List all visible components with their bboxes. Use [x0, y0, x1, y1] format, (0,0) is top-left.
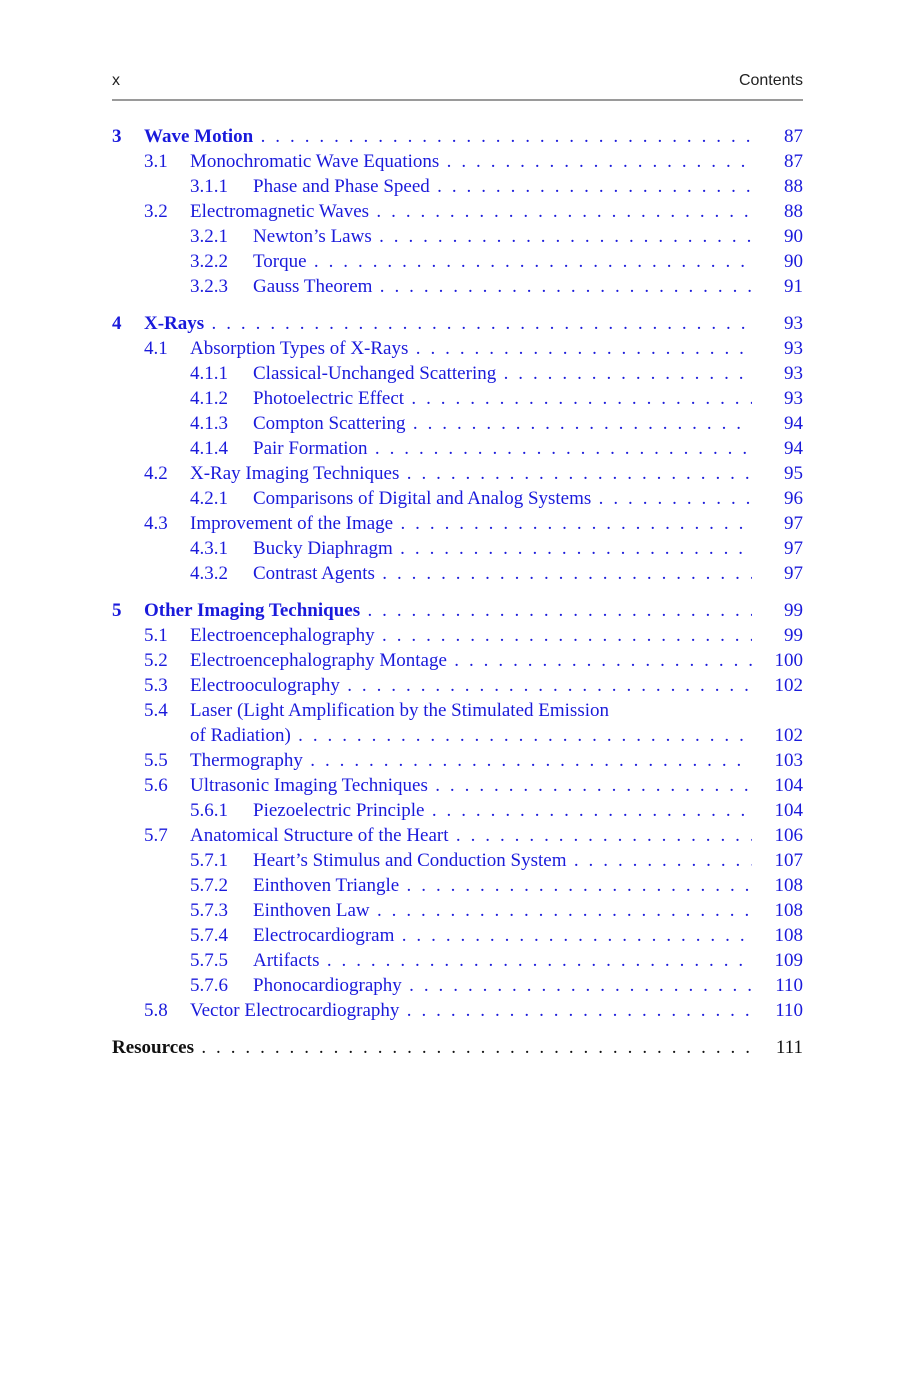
- toc-entry-page: 100: [774, 650, 803, 671]
- toc-entry-page: 97: [784, 538, 803, 559]
- toc-entry-title-leader: [253, 848, 752, 873]
- toc-entry-page: 91: [784, 276, 803, 297]
- toc-section-entry[interactable]: [0, 723, 916, 748]
- toc-entry-page: 95: [784, 463, 803, 484]
- toc-entry-title-leader: [253, 274, 752, 299]
- toc-section-entry[interactable]: [0, 361, 916, 386]
- toc-entry-title-leader: [190, 723, 752, 748]
- toc-entry-number: 3.2.1: [190, 226, 228, 247]
- toc-entry-number: 4.1.3: [190, 413, 228, 434]
- toc-entry-page: 99: [784, 625, 803, 646]
- toc-entry-page: 108: [774, 925, 803, 946]
- toc-entry-title-leader: [253, 923, 752, 948]
- toc-section-entry[interactable]: [0, 773, 916, 798]
- toc-entry-title-leader: [253, 798, 752, 823]
- toc-entry-number: 4: [112, 313, 122, 334]
- toc-entry-page: 107: [774, 850, 803, 871]
- toc-entry-number: 5.1: [144, 625, 168, 646]
- toc-entry-page: 108: [774, 875, 803, 896]
- toc-section-entry[interactable]: [0, 923, 916, 948]
- toc-section-entry[interactable]: [0, 848, 916, 873]
- toc-entry-number: 5.7.4: [190, 925, 228, 946]
- toc-entry-number: 3.1: [144, 151, 168, 172]
- toc-entry-title: of Radiation): [190, 725, 291, 746]
- toc-entry-number: 4.3.1: [190, 538, 228, 559]
- toc-entry-title-leader: [112, 1035, 752, 1060]
- toc-entry-number: 3: [112, 126, 122, 147]
- toc-entry-title-leader: [253, 386, 752, 411]
- toc-section-entry[interactable]: [0, 698, 916, 723]
- toc-entry-title: Pair Formation: [253, 438, 368, 459]
- toc-entry-title-leader: [253, 561, 752, 586]
- toc-section-entry[interactable]: [0, 648, 916, 673]
- toc-entry-title: Classical-Unchanged Scattering: [253, 363, 497, 384]
- toc-section-entry[interactable]: [0, 873, 916, 898]
- toc-entry-title: Absorption Types of X-Rays: [190, 338, 409, 359]
- toc-entry-page: 110: [775, 1000, 803, 1021]
- toc-entry-title: Monochromatic Wave Equations: [190, 151, 440, 172]
- toc-entry-title: Other Imaging Techniques: [144, 600, 361, 621]
- toc-entry-title: Heart’s Stimulus and Conduction System: [253, 850, 567, 871]
- toc-entry-title: Torque: [253, 251, 307, 272]
- toc-entry-number: 5.6.1: [190, 800, 228, 821]
- toc-entry-title: Gauss Theorem: [253, 276, 373, 297]
- toc-entry-title-leader: [190, 511, 752, 536]
- toc-entry-number: 4.3.2: [190, 563, 228, 584]
- toc-entry-title-leader: [190, 461, 752, 486]
- toc-backmatter-entry[interactable]: [0, 1035, 916, 1060]
- toc-entry-title: Ultrasonic Imaging Techniques: [190, 775, 428, 796]
- toc-entry-page: 87: [784, 151, 803, 172]
- toc-entry-number: 5.6: [144, 775, 168, 796]
- toc-entry-number: 4.1.1: [190, 363, 228, 384]
- toc-section-entry[interactable]: [0, 436, 916, 461]
- toc-section-entry[interactable]: [0, 386, 916, 411]
- toc-entry-title: Einthoven Law: [253, 900, 370, 921]
- toc-section-entry[interactable]: [0, 274, 916, 299]
- toc-entry-title: Electromagnetic Waves: [190, 201, 370, 222]
- toc-chapter-entry[interactable]: [0, 311, 916, 336]
- toc-entry-title: Photoelectric Effect: [253, 388, 405, 409]
- toc-entry-title: Piezoelectric Principle: [253, 800, 425, 821]
- toc-entry-title-leader: [253, 249, 752, 274]
- toc-entry-page: 102: [774, 725, 803, 746]
- toc-entry-page: 111: [775, 1037, 803, 1058]
- toc-chapter-entry[interactable]: [0, 124, 916, 149]
- toc-entry-page: 97: [784, 563, 803, 584]
- toc-section-entry[interactable]: [0, 536, 916, 561]
- toc-section-entry[interactable]: [0, 898, 916, 923]
- toc-entry-title-leader: [190, 698, 752, 723]
- toc-section-entry[interactable]: [0, 149, 916, 174]
- toc-entry-number: 5.5: [144, 750, 168, 771]
- toc-entry-title: Electrooculography: [190, 675, 340, 696]
- toc-entry-page: 109: [774, 950, 803, 971]
- toc-section-entry[interactable]: [0, 948, 916, 973]
- toc-entry-page: 110: [775, 975, 803, 996]
- toc-entry-title: Thermography: [190, 750, 303, 771]
- toc-entry-title-leader: [190, 648, 752, 673]
- toc-entry-title: Resources: [112, 1037, 194, 1058]
- toc-entry-title-leader: [253, 486, 752, 511]
- toc-entry-title: Electroencephalography: [190, 625, 375, 646]
- toc-entry-title: Einthoven Triangle: [253, 875, 400, 896]
- toc-entry-title-leader: [190, 673, 752, 698]
- toc-entry-title: Laser (Light Amplification by the Stimulated Emission: [190, 700, 609, 721]
- toc-entry-number: 4.2.1: [190, 488, 228, 509]
- toc-entry-title-leader: [144, 598, 752, 623]
- toc-entry-title-leader: [144, 311, 752, 336]
- toc-entry-page: 103: [774, 750, 803, 771]
- toc-entry-title: Phase and Phase Speed: [253, 176, 430, 197]
- toc-entry-number: 3.2.3: [190, 276, 228, 297]
- toc-entry-title-leader: [253, 948, 752, 973]
- toc-entry-number: 5.3: [144, 675, 168, 696]
- toc-entry-number: 4.1.4: [190, 438, 228, 459]
- toc-entry-page: 90: [784, 226, 803, 247]
- toc-entry-page: 94: [784, 438, 803, 459]
- toc-entry-title-leader: [190, 748, 752, 773]
- toc-section-entry[interactable]: [0, 174, 916, 199]
- toc-section-entry[interactable]: [0, 623, 916, 648]
- toc-entry-title: Electroencephalography Montage: [190, 650, 447, 671]
- toc-entry-page: 99: [784, 600, 803, 621]
- toc-entry-title-leader: [190, 149, 752, 174]
- toc-entry-number: 4.1: [144, 338, 168, 359]
- toc-entry-number: 4.2: [144, 463, 168, 484]
- toc-entry-title: Wave Motion: [144, 126, 254, 147]
- toc-entry-title-leader: [253, 536, 752, 561]
- toc-entry-title-leader: [253, 224, 752, 249]
- toc-entry-page: 106: [774, 825, 803, 846]
- toc-entry-title-leader: [253, 898, 752, 923]
- toc-entry-title-leader: [190, 998, 752, 1023]
- toc-entry-title: Comparisons of Digital and Analog Systems: [253, 488, 592, 509]
- toc-entry-title: Compton Scattering: [253, 413, 406, 434]
- toc-entry-title: X-Rays: [144, 313, 205, 334]
- toc-section-entry[interactable]: [0, 486, 916, 511]
- toc-section-entry[interactable]: [0, 336, 916, 361]
- toc-entry-page: 93: [784, 338, 803, 359]
- toc-entry-page: 102: [774, 675, 803, 696]
- toc-section-entry[interactable]: [0, 511, 916, 536]
- toc-section-entry[interactable]: [0, 411, 916, 436]
- toc-entry-page: 88: [784, 176, 803, 197]
- toc-entry-page: 93: [784, 363, 803, 384]
- toc-section-entry[interactable]: [0, 461, 916, 486]
- toc-entry-title: Vector Electrocardiography: [190, 1000, 400, 1021]
- toc-entry-number: 5.7.5: [190, 950, 228, 971]
- toc-entry-title-leader: [253, 411, 752, 436]
- toc-section-entry[interactable]: [0, 823, 916, 848]
- toc-entry-title-leader: [253, 873, 752, 898]
- toc-entry-number: 5.7.1: [190, 850, 228, 871]
- toc-entry-number: 3.2: [144, 201, 168, 222]
- toc-entry-title-leader: [253, 973, 752, 998]
- toc-entry-page: 108: [774, 900, 803, 921]
- toc-entry-page: 88: [784, 201, 803, 222]
- toc-entry-page: 97: [784, 513, 803, 534]
- toc-entry-title: Phonocardiography: [253, 975, 402, 996]
- toc-section-entry[interactable]: [0, 798, 916, 823]
- toc-entry-number: 5.2: [144, 650, 168, 671]
- toc-entry-page: 93: [784, 313, 803, 334]
- toc-entry-page: 94: [784, 413, 803, 434]
- toc-entry-page: 90: [784, 251, 803, 272]
- toc-entry-title-leader: [144, 124, 752, 149]
- toc-entry-number: 5.7.2: [190, 875, 228, 896]
- toc-entry-number: 3.2.2: [190, 251, 228, 272]
- toc-entry-title-leader: [253, 361, 752, 386]
- toc-section-entry[interactable]: [0, 561, 916, 586]
- toc-entry-title: Electrocardiogram: [253, 925, 395, 946]
- page-number-roman: x: [112, 72, 120, 89]
- toc-entry-number: 5.7.3: [190, 900, 228, 921]
- toc-entry-title: Bucky Diaphragm: [253, 538, 393, 559]
- toc-entry-number: 5.4: [144, 700, 168, 721]
- toc-entry-title-leader: [190, 199, 752, 224]
- toc-entry-page: 87: [784, 126, 803, 147]
- toc-entry-title-leader: [190, 336, 752, 361]
- toc-entry-number: 5: [112, 600, 122, 621]
- toc-entry-number: 5.8: [144, 1000, 168, 1021]
- toc-entry-page: 104: [774, 775, 803, 796]
- toc-entry-title: Contrast Agents: [253, 563, 375, 584]
- toc-entry-title: Anatomical Structure of the Heart: [190, 825, 449, 846]
- toc-entry-title: Newton’s Laws: [253, 226, 372, 247]
- toc-entry-title-leader: [190, 773, 752, 798]
- toc-entry-number: 4.1.2: [190, 388, 228, 409]
- toc-entry-title-leader: [190, 623, 752, 648]
- toc-entry-title-leader: [253, 436, 752, 461]
- toc-section-entry[interactable]: [0, 224, 916, 249]
- toc-entry-title: Improvement of the Image: [190, 513, 394, 534]
- toc-entry-title: X-Ray Imaging Techniques: [190, 463, 400, 484]
- toc-entry-page: 96: [784, 488, 803, 509]
- toc-entry-title-leader: [253, 174, 752, 199]
- toc-entry-number: 5.7.6: [190, 975, 228, 996]
- toc-chapter-entry[interactable]: [0, 598, 916, 623]
- toc-section-entry[interactable]: [0, 998, 916, 1023]
- toc-entry-number: 4.3: [144, 513, 168, 534]
- toc-section-entry[interactable]: [0, 748, 916, 773]
- toc-section-entry[interactable]: [0, 249, 916, 274]
- toc-entry-title: Artifacts: [253, 950, 320, 971]
- toc-section-entry[interactable]: [0, 673, 916, 698]
- toc-entry-page: 104: [774, 800, 803, 821]
- toc-entry-page: 93: [784, 388, 803, 409]
- toc-entry-title-leader: [190, 823, 752, 848]
- running-title: Contents: [738, 72, 803, 89]
- toc-entry-number: 5.7: [144, 825, 168, 846]
- toc-section-entry[interactable]: [0, 199, 916, 224]
- toc-section-entry[interactable]: [0, 973, 916, 998]
- toc-entry-number: 3.1.1: [190, 176, 228, 197]
